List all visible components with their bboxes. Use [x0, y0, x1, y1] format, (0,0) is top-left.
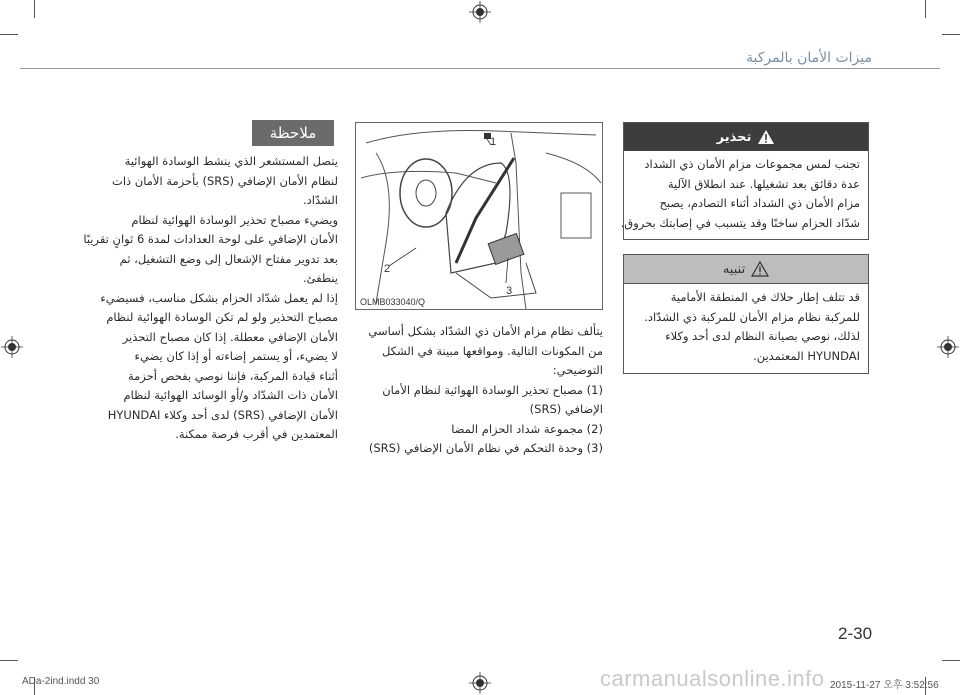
- note-title: ملاحظة: [252, 120, 334, 146]
- caution-text: [624, 284, 868, 366]
- middle-line: (1) مصباح تحذير الوسادة الهوائية لنظام الأمان: [382, 382, 603, 397]
- note-line: بعد تدوير مفتاح الإشعال إلى وضع التشغيل، ثم: [119, 251, 338, 266]
- warning-line: مزام الأمان ذي الشداد أثناء التصادم، يصبح: [659, 196, 860, 210]
- warning-line: شدّاد الحزام ساخنًا وقد يتسبب في إصابتك بحروق.: [620, 215, 860, 230]
- crop-mark: [0, 660, 18, 661]
- warning-title: تحذير: [716, 129, 752, 145]
- caution-line: لذلك، نوصي بصيانة النظام لدى أحد وكلاء: [665, 329, 860, 343]
- note-line: يتصل المستشعر الذي ينشط الوسادة الهوائية: [124, 154, 338, 168]
- note-line: إذا لم يعمل شدّاد الحزام بشكل مناسب، فسيضيء: [100, 290, 338, 305]
- note-line: لا يضيء، أو يستمر إضاءته أو إذا كان يضيء: [134, 349, 338, 363]
- caution-line: للمركبة نظام مزام الأمان للمركبة ذي الشدّاد.: [644, 309, 860, 324]
- footer-timestamp: 2015-11-27 오후 3:52:56: [830, 680, 939, 691]
- note-line: ينطفئ.: [302, 271, 338, 285]
- warning-line: عدة دقائق بعد تشغيلها. عند انطلاق الآلية: [667, 176, 860, 191]
- note-line: الشدّاد.: [303, 193, 338, 207]
- warning-line: تجنب لمس مجموعات مزام الأمان ذي الشداد: [644, 157, 860, 171]
- middle-line: من المكونات التالية. ومواقعها مبينة في الشكل: [381, 343, 603, 358]
- note-line: ويضيء مصباح تحذير الوسادة الهوائية لنظام: [131, 212, 338, 227]
- header-rule: [20, 68, 940, 69]
- note-line: الأمان الإضافي معطلة. إذا كان مصباح التحذير: [122, 329, 338, 344]
- registration-mark-icon: [937, 336, 959, 358]
- caution-box: [623, 254, 869, 374]
- note-line: المعتمدين في أقرب فرصة ممكنة.: [175, 427, 338, 441]
- caution-header: [624, 255, 868, 284]
- middle-line: الإضافي (SRS): [529, 402, 603, 416]
- registration-mark-icon: [469, 1, 491, 23]
- caution-triangle-icon: [751, 261, 769, 277]
- seatbelt-pretensioner-figure: [355, 122, 603, 310]
- note-line: لنظام الأمان الإضافي (SRS) بأحزمة الأمان ذات: [112, 173, 338, 188]
- crop-mark: [942, 34, 960, 35]
- warning-box: [620, 122, 869, 240]
- section-tab-icon: [892, 40, 940, 68]
- middle-line: (3) وحدة التحكم في نظام الأمان الإضافي (SRS): [368, 441, 603, 455]
- car-interior-illustration: [356, 123, 602, 309]
- warning-text: [620, 151, 868, 233]
- crop-mark: [942, 660, 960, 661]
- section-title: ميزات الأمان بالمركبة: [746, 50, 872, 66]
- callout-3: 3: [506, 285, 513, 297]
- middle-body-text: [355, 322, 603, 459]
- registration-mark-icon: [1, 336, 23, 358]
- callout-2: 2: [384, 263, 391, 275]
- middle-line: (2) مجموعة شداد الحزام المضا: [451, 421, 603, 436]
- page-number: 2-30: [838, 624, 873, 643]
- middle-line: يتألف نظام مزام الأمان ذي الشدّاد بشكل أساسي: [368, 324, 603, 338]
- crop-mark: [34, 0, 35, 18]
- crop-mark: [0, 34, 18, 35]
- note-line: الأمان ذات الشدّاد و/أو الوسائد الهوائية لنظام: [123, 388, 338, 402]
- footer-file: ADa-2ind.indd 30: [22, 676, 100, 687]
- note-body-text: [83, 152, 338, 445]
- note-line: الأمان الإضافي (SRS) لدى أحد وكلاء HYUNDAI: [107, 407, 338, 422]
- caution-line: قد تتلف إطار حلاك في المنطقة الأمامية: [670, 290, 860, 304]
- figure-code: OLMB033040/Q: [360, 297, 426, 307]
- warning-triangle-icon: [757, 129, 775, 145]
- crop-mark: [925, 0, 926, 18]
- callout-1: 1: [490, 136, 497, 148]
- middle-line: التوضيحي:: [552, 363, 603, 377]
- watermark: carmanualsonline.info: [600, 666, 825, 691]
- note-line: مصباح التحذير ولو لم تكن الوسادة الهوائية لنظام: [106, 310, 338, 324]
- caution-line: HYUNDAI المعتمدين.: [753, 348, 860, 363]
- note-line: الأمان الإضافي على لوحة العدادات لمدة 6 ثوانٍ تقريبًا: [83, 232, 338, 246]
- caution-title: تنبيه: [722, 261, 746, 277]
- warning-header: [624, 123, 868, 151]
- registration-mark-icon: [469, 672, 491, 694]
- note-line: أثناء قيادة المركبة، فإننا نوصي بفحص أحزمة: [127, 368, 338, 383]
